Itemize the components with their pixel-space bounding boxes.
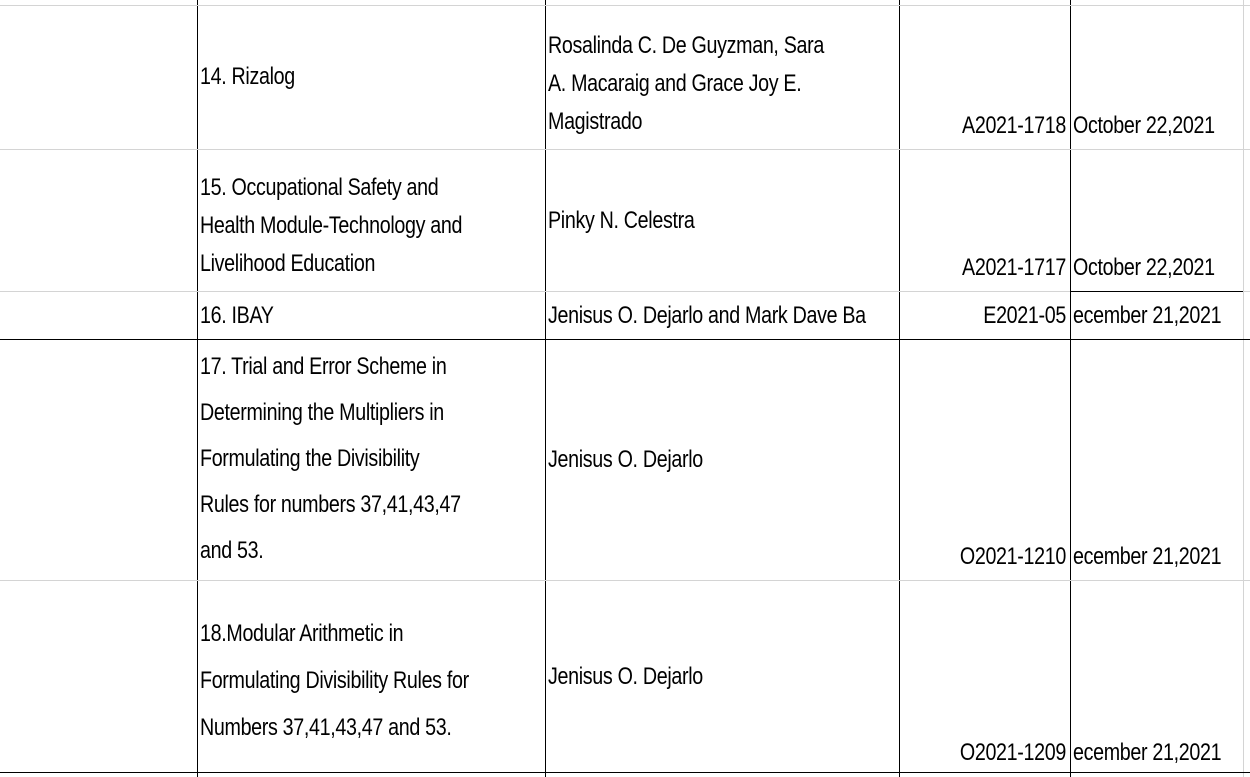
title-cell[interactable] — [200, 340, 543, 580]
date-cell[interactable] — [1073, 340, 1243, 580]
date-cell[interactable] — [1073, 5, 1243, 149]
reg-number-text: O2021-1209 — [959, 739, 1066, 766]
title-cell[interactable] — [200, 5, 543, 149]
date-cell[interactable] — [1073, 150, 1243, 291]
table-row — [0, 581, 1250, 772]
title-cell[interactable] — [200, 292, 543, 339]
reg-number-cell[interactable] — [900, 292, 1070, 339]
author-cell[interactable] — [548, 292, 898, 339]
reg-number-cell[interactable] — [900, 340, 1070, 580]
title-text: 16. IBAY — [200, 301, 274, 329]
reg-number-cell[interactable] — [900, 5, 1070, 149]
author-text: Jenisus O. Dejarlo — [548, 446, 703, 473]
date-text: ecember 21,2021 — [1073, 543, 1222, 570]
table-row — [0, 292, 1250, 339]
reg-number-cell[interactable] — [900, 150, 1070, 291]
title-text: 17. Trial and Error Scheme in Determining the Multipliers in Formulating the Divisibility Rules for numbers 37,41,43,47 and 53. — [200, 353, 461, 564]
row-border — [0, 772, 1250, 773]
title-text: 14. Rizalog — [200, 63, 295, 90]
date-cell[interactable] — [1073, 581, 1243, 772]
reg-number-text: A2021-1717 — [962, 254, 1066, 281]
table-row — [0, 150, 1250, 291]
date-text: October 22,2021 — [1073, 112, 1215, 139]
date-text: ecember 21,2021 — [1073, 739, 1222, 766]
reg-number-text: O2021-1210 — [959, 543, 1066, 570]
author-cell[interactable] — [548, 581, 898, 772]
date-text: ecember 21,2021 — [1073, 301, 1222, 329]
reg-number-cell[interactable] — [900, 581, 1070, 772]
author-cell[interactable] — [548, 150, 898, 291]
author-text: Pinky N. Celestra — [548, 206, 695, 234]
title-text: 18.Modular Arithmetic in Formulating Divisibility Rules for Numbers 37,41,43,47 and 53. — [200, 620, 469, 741]
title-cell[interactable] — [200, 581, 543, 772]
table-row — [0, 340, 1250, 580]
author-text: Jenisus O. Dejarlo — [548, 662, 703, 690]
table-row — [0, 5, 1250, 149]
date-cell[interactable] — [1073, 292, 1243, 339]
title-cell[interactable] — [200, 150, 543, 291]
author-text: Jenisus O. Dejarlo and Mark Dave Ba — [548, 301, 866, 329]
author-cell[interactable] — [548, 5, 898, 149]
author-text: Rosalinda C. De Guyzman, Sara A. Macaraig and Grace Joy E. Magistrado — [548, 32, 824, 135]
reg-number-text: E2021-05 — [983, 301, 1066, 329]
date-text: October 22,2021 — [1073, 254, 1215, 281]
author-cell[interactable] — [548, 340, 898, 580]
reg-number-text: A2021-1718 — [962, 112, 1066, 139]
title-text: 15. Occupational Safety and Health Module-Technology and Livelihood Education — [200, 174, 463, 277]
